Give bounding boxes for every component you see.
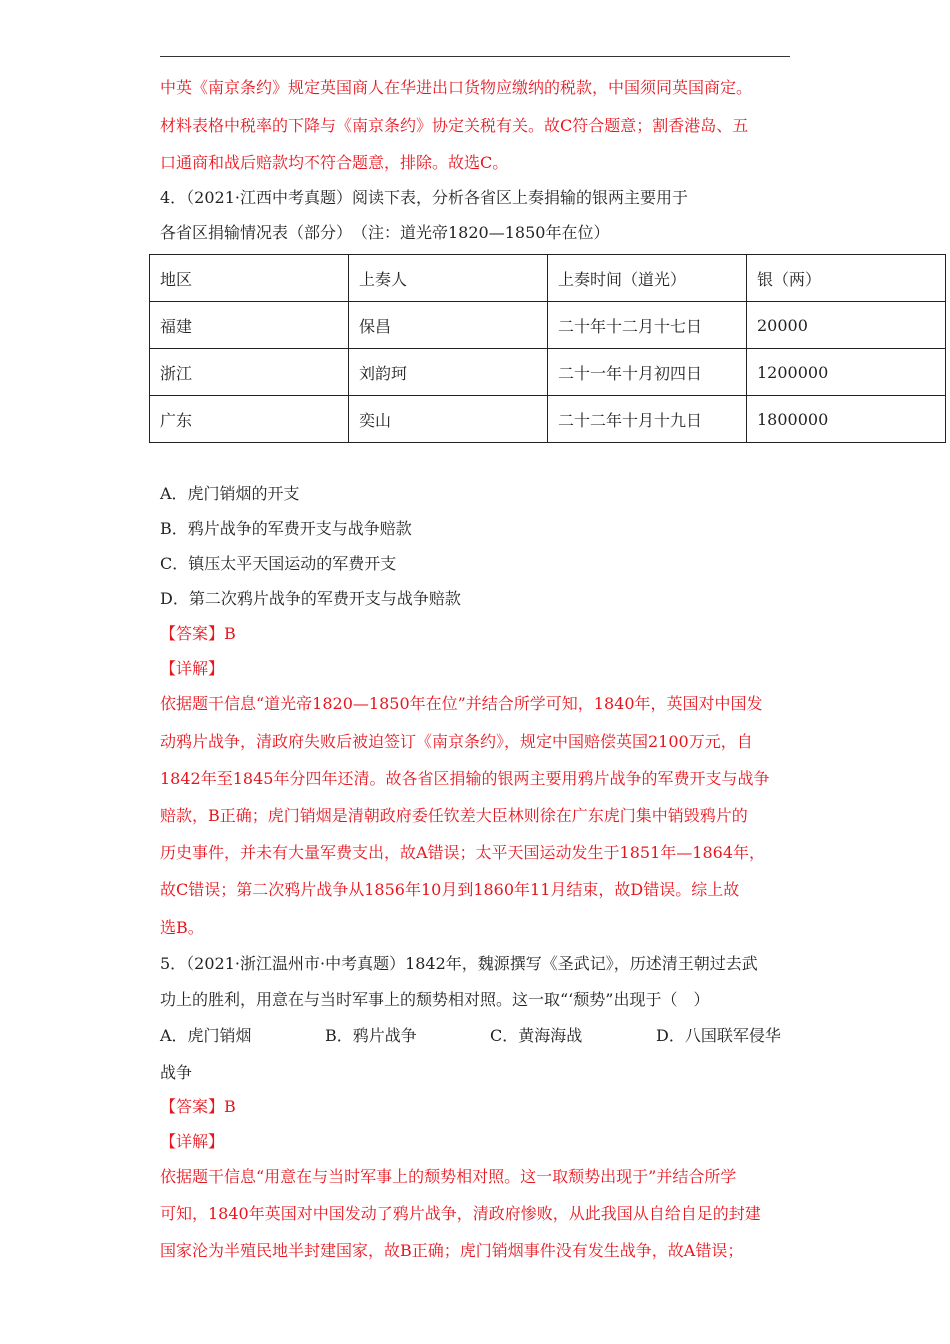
prev-explanation-line: 口通商和战后赔款均不符合题意，排除。故选C。 (160, 153, 509, 172)
q5-explanation-line: 国家沦为半殖民地半封建国家，故B正确；虎门销烟事件没有发生战争，故A错误； (160, 1241, 744, 1260)
q5-option-b: B．鸦片战争 (325, 1026, 417, 1045)
header-rule (160, 56, 790, 57)
q4-explanation-line: 故C错误；第二次鸦片战争从1856年10月到1860年11月结束，故D错误。综上故 (160, 880, 740, 899)
q4-option-b: B．鸦片战争的军费开支与战争赔款 (160, 519, 412, 538)
table-cell: 刘韵珂 (349, 349, 548, 396)
prev-explanation-line: 中英《南京条约》规定英国商人在华进出口货物应缴纳的税款，中国须同英国商定。 (160, 78, 753, 97)
table-cell: 1200000 (747, 349, 946, 396)
table-cell: 二十年十二月十七日 (548, 302, 747, 349)
q4-answer: 【答案】B (160, 624, 236, 643)
q4-detail-label: 【详解】 (160, 659, 225, 678)
table-cell: 1800000 (747, 396, 946, 443)
table-cell: 奕山 (349, 396, 548, 443)
table-row (150, 396, 946, 443)
table-cell: 保昌 (349, 302, 548, 349)
q5-stem-line: 功上的胜利，用意在与当时军事上的颓势相对照。这一取“‘颓势”出现于（ ） (160, 990, 710, 1009)
table-header-row (150, 255, 946, 302)
q4-explanation-line: 动鸦片战争，清政府失败后被迫签订《南京条约》，规定中国赔偿英国2100万元，自 (160, 732, 753, 751)
q4-explanation-line: 1842年至1845年分四年还清。故各省区捐输的银两主要用鸦片战争的军费开支与战争 (160, 769, 770, 788)
table-cell: 广东 (150, 396, 349, 443)
donation-table (149, 254, 946, 443)
table-cell: 二十二年十月十九日 (548, 396, 747, 443)
q4-explanation-line: 依据题干信息“道光帝1820—1850年在位”并结合所学可知，1840年，英国对中国发 (160, 694, 763, 713)
q4-explanation-line: 赔款，B正确；虎门销烟是清朝政府委任钦差大臣林则徐在广东虎门集中销毁鸦片的 (160, 806, 748, 825)
q5-option-d: D．八国联军侵华 (656, 1026, 781, 1045)
q5-answer: 【答案】B (160, 1097, 236, 1116)
table-header-cell: 上奏时间（道光） (548, 255, 747, 302)
table-header-cell: 银（两） (747, 255, 946, 302)
q5-explanation-line: 可知，1840年英国对中国发动了鸦片战争，清政府惨败，从此我国从自给自足的封建 (160, 1204, 761, 1223)
table-row (150, 349, 946, 396)
q5-option-c: C．黄海海战 (490, 1026, 583, 1045)
q4-option-c: C．镇压太平天国运动的军费开支 (160, 554, 397, 573)
table-cell: 二十一年十月初四日 (548, 349, 747, 396)
q4-option-d: D．第二次鸦片战争的军费开支与战争赔款 (160, 589, 461, 608)
q5-option-a: A．虎门销烟 (160, 1026, 252, 1045)
q5-stem-line: 5．（2021·浙江温州市·中考真题）1842年，魏源撰写《圣武记》，历述清王朝过去武 (160, 954, 758, 973)
table-cell: 20000 (747, 302, 946, 349)
q5-detail-label: 【详解】 (160, 1132, 225, 1151)
q4-option-a: A．虎门销烟的开支 (160, 484, 300, 503)
q4-explanation-line: 历史事件，并未有大量军费支出，故A错误；太平天国运动发生于1851年—1864年， (160, 843, 765, 862)
table-header-cell: 上奏人 (349, 255, 548, 302)
table-row (150, 302, 946, 349)
table-header-cell: 地区 (150, 255, 349, 302)
q4-table-caption: 各省区捐输情况表（部分） （注：道光帝1820—1850年在位） (160, 223, 610, 242)
q5-option-d-wrap: 战争 (160, 1063, 193, 1082)
prev-explanation-line: 材料表格中税率的下降与《南京条约》协定关税有关。故C符合题意；割香港岛、五 (160, 116, 749, 135)
q5-explanation-line: 依据题干信息“用意在与当时军事上的颓势相对照。这一取颓势出现于”并结合所学 (160, 1167, 737, 1186)
q4-explanation-line: 选B。 (160, 918, 204, 937)
table-cell: 福建 (150, 302, 349, 349)
table-cell: 浙江 (150, 349, 349, 396)
q5-options-row (160, 1026, 800, 1046)
q4-stem: 4．（2021·江西中考真题）阅读下表，分析各省区上奏捐输的银两主要用于 (160, 188, 688, 207)
